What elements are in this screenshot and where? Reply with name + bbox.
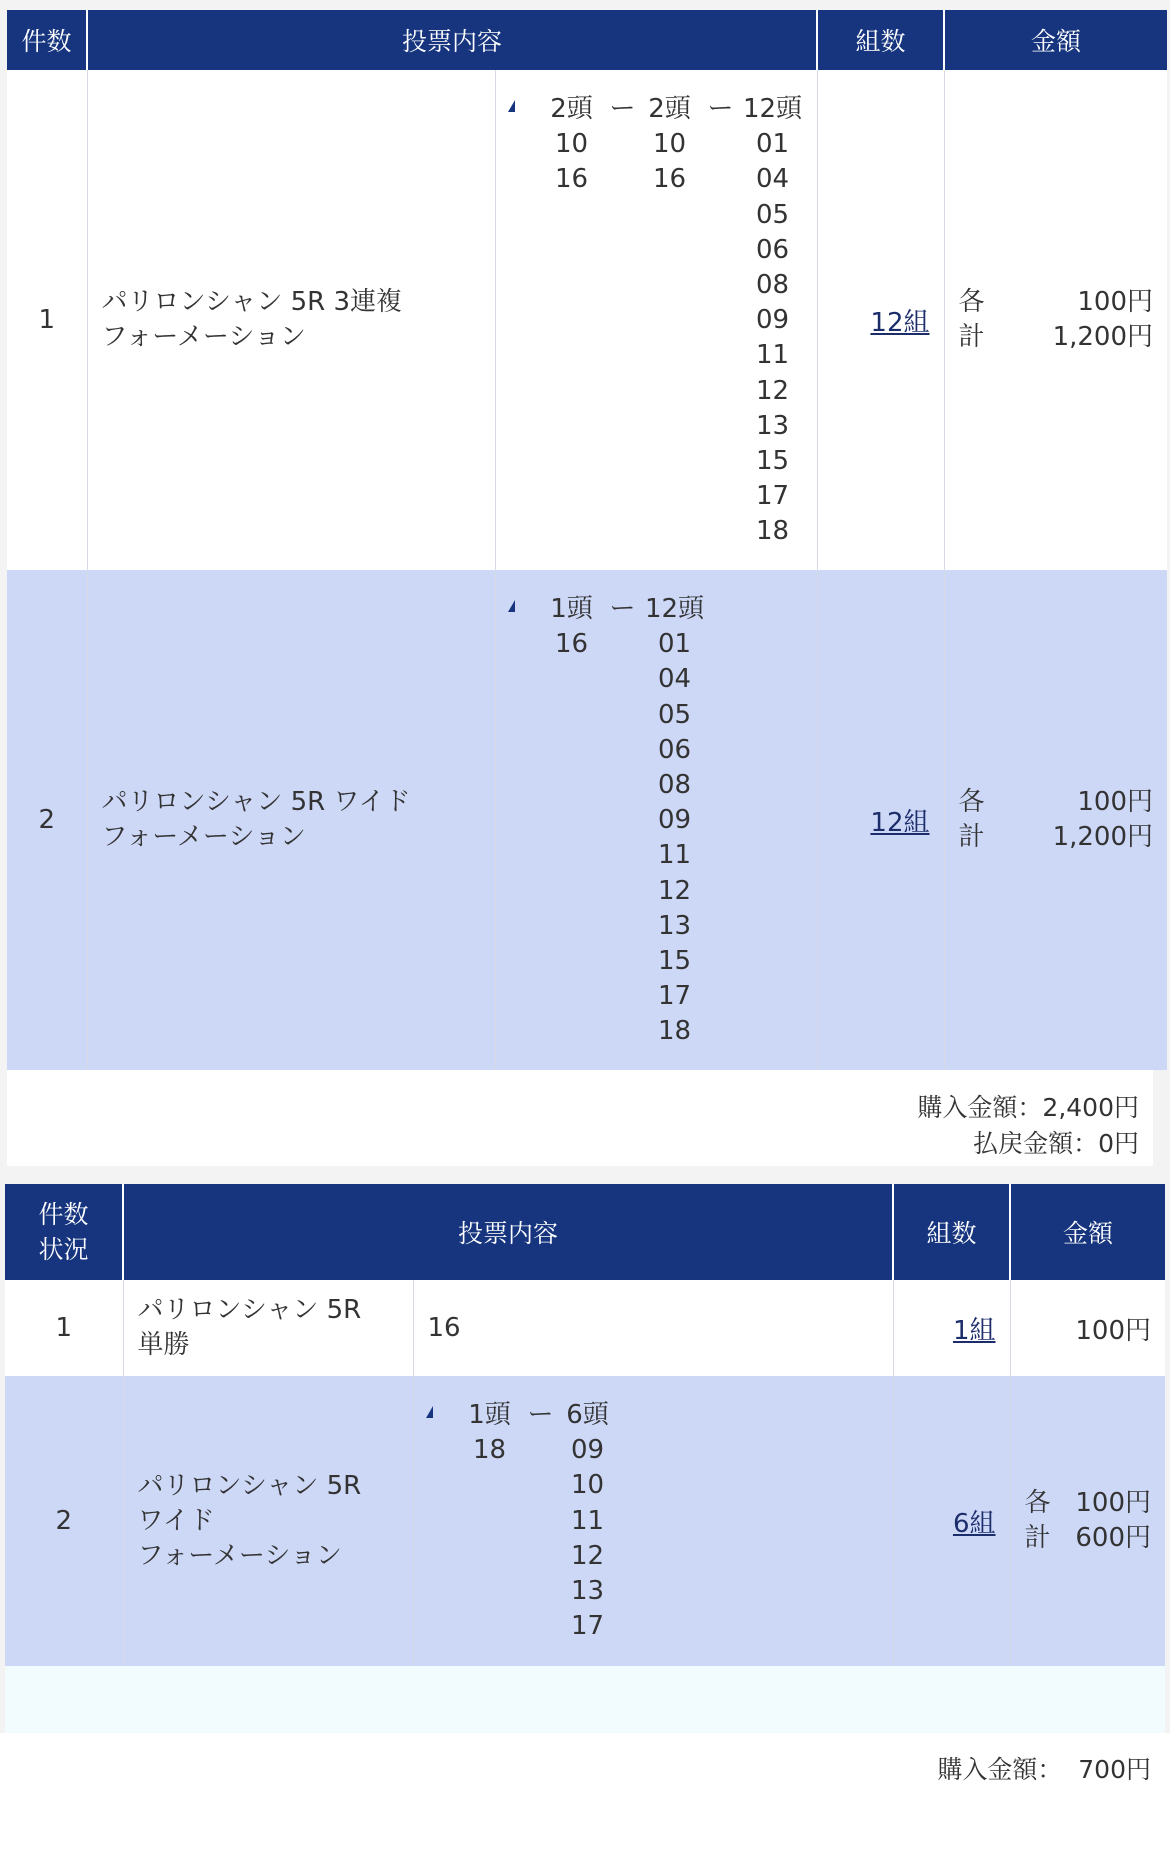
horse-number: 09 bbox=[657, 805, 692, 836]
horse-number: 04 bbox=[657, 664, 692, 695]
column-head: 12頭 bbox=[742, 94, 803, 124]
header-content: 投票内容 bbox=[87, 10, 817, 70]
each-label: 各 bbox=[958, 787, 985, 817]
horse-number: 11 bbox=[755, 340, 790, 371]
horse-number: 10 bbox=[652, 129, 687, 160]
bet-type: フォーメーション bbox=[101, 322, 306, 352]
amount-cell bbox=[944, 70, 1167, 570]
horse-number: 18 bbox=[657, 1016, 692, 1047]
column-head: 6頭 bbox=[566, 1400, 609, 1430]
bet-type: 単勝 bbox=[137, 1330, 190, 1360]
bet-table-2 bbox=[5, 1184, 1165, 1666]
horse-number: 18 bbox=[755, 516, 790, 547]
purchase-total: 購入金額：2,400円 bbox=[917, 1093, 1139, 1122]
horse-number: 12 bbox=[570, 1540, 605, 1571]
horse-number: 16 bbox=[554, 629, 589, 660]
column-head: 1頭 bbox=[550, 594, 593, 624]
amount-cell: 100円 bbox=[1010, 1280, 1165, 1376]
summary-box bbox=[7, 1070, 1153, 1166]
horse-number: 17 bbox=[657, 981, 692, 1012]
header-kumi: 組数 bbox=[817, 10, 944, 70]
bet-column bbox=[542, 92, 602, 198]
horse-number: 10 bbox=[554, 129, 589, 160]
header-count: 件数 bbox=[7, 10, 87, 70]
horse-number: 16 bbox=[652, 164, 687, 195]
bet-column bbox=[640, 92, 700, 198]
row-number: 2 bbox=[7, 570, 87, 1070]
row-number: 1 bbox=[7, 70, 87, 570]
bet-content bbox=[413, 1376, 893, 1666]
kumi-cell bbox=[893, 1280, 1010, 1376]
kumi-link[interactable]: 12組 bbox=[870, 307, 930, 338]
horse-number: 17 bbox=[570, 1611, 605, 1642]
each-amount-line bbox=[1025, 1486, 1152, 1521]
amount-cell bbox=[1010, 1376, 1165, 1666]
horse-number: 08 bbox=[755, 270, 790, 301]
total-amount-line bbox=[959, 320, 1154, 355]
bet-column bbox=[460, 1398, 520, 1468]
race-info bbox=[87, 70, 495, 570]
header-kumi: 組数 bbox=[893, 1184, 1010, 1280]
race-name: パリロンシャン 5R bbox=[137, 1295, 362, 1325]
horse-number: 11 bbox=[570, 1505, 605, 1536]
header-amount: 金額 bbox=[944, 10, 1167, 70]
column-head: 1頭 bbox=[468, 1400, 511, 1430]
total-label: 計 bbox=[958, 322, 985, 352]
kumi-cell bbox=[817, 570, 944, 1070]
column-head: 2頭 bbox=[550, 94, 593, 124]
horse-number: 13 bbox=[755, 410, 790, 441]
total-label: 計 bbox=[1024, 1523, 1051, 1553]
kumi-cell bbox=[817, 70, 944, 570]
each-label: 各 bbox=[958, 287, 985, 317]
table-row bbox=[5, 1280, 1165, 1376]
header-content: 投票内容 bbox=[123, 1184, 893, 1280]
race-info bbox=[123, 1376, 413, 1666]
horse-number: 06 bbox=[755, 234, 790, 265]
column-head: 12頭 bbox=[644, 594, 705, 624]
table-header bbox=[7, 10, 1167, 70]
bet-column bbox=[638, 592, 712, 1050]
each-label: 各 bbox=[1024, 1488, 1051, 1518]
purchase-total: 購入金額： 700円 bbox=[937, 1755, 1151, 1784]
kumi-link[interactable]: 1組 bbox=[952, 1315, 996, 1346]
header-amount: 金額 bbox=[1010, 1184, 1165, 1280]
header-count-status bbox=[5, 1184, 123, 1280]
bet-content bbox=[495, 70, 817, 570]
dash-separator: ー bbox=[609, 94, 636, 124]
each-amount-line bbox=[959, 785, 1154, 820]
table-row bbox=[5, 1376, 1165, 1666]
bet-column bbox=[542, 592, 602, 662]
race-name: パリロンシャン 5R 3連複 bbox=[101, 287, 403, 317]
race-info bbox=[123, 1280, 413, 1376]
race-name: パリロンシャン 5R ワイド bbox=[101, 787, 411, 817]
total-amount: 600円 bbox=[1075, 1523, 1152, 1553]
refund-total: 払戻金額：0円 bbox=[973, 1129, 1139, 1158]
each-amount: 100円 bbox=[1075, 1488, 1152, 1518]
bet-content bbox=[495, 570, 817, 1070]
horse-number: 01 bbox=[755, 129, 790, 160]
horse-number: 06 bbox=[657, 734, 692, 765]
horse-number: 05 bbox=[657, 699, 692, 730]
amount-cell bbox=[944, 570, 1167, 1070]
bet-table-1 bbox=[7, 10, 1167, 1070]
horse-number: 13 bbox=[657, 910, 692, 941]
triangle-icon bbox=[508, 100, 515, 112]
horse-number: 16 bbox=[554, 164, 589, 195]
row-number: 1 bbox=[5, 1280, 123, 1376]
horse-number: 09 bbox=[755, 305, 790, 336]
race-info bbox=[87, 570, 495, 1070]
table-header bbox=[5, 1184, 1165, 1280]
horse-number: 08 bbox=[657, 770, 692, 801]
header-count: 件数 bbox=[38, 1200, 89, 1229]
horse-number: 12 bbox=[657, 875, 692, 906]
each-amount: 100円 bbox=[1077, 787, 1154, 817]
kumi-cell bbox=[893, 1376, 1010, 1666]
horse-number: 15 bbox=[755, 446, 790, 477]
horse-number: 10 bbox=[570, 1470, 605, 1501]
horse-number: 01 bbox=[657, 629, 692, 660]
bet-type: フォーメーション bbox=[101, 822, 306, 852]
dash-separator: ー bbox=[527, 1400, 554, 1430]
bet-column bbox=[736, 92, 810, 550]
bet-type: フォーメーション bbox=[137, 1540, 342, 1571]
horse-number: 11 bbox=[657, 840, 692, 871]
horse-number: 09 bbox=[570, 1435, 605, 1466]
total-amount: 1,200円 bbox=[1052, 322, 1154, 352]
bet-column bbox=[558, 1398, 618, 1644]
row-number: 2 bbox=[5, 1376, 123, 1666]
kumi-link[interactable]: 6組 bbox=[952, 1508, 996, 1539]
triangle-icon bbox=[426, 1406, 433, 1418]
header-status: 状況 bbox=[38, 1235, 89, 1264]
race-name: パリロンシャン 5R bbox=[137, 1470, 362, 1501]
horse-number: 15 bbox=[657, 946, 692, 977]
total-amount: 1,200円 bbox=[1052, 822, 1154, 852]
horse-number: 13 bbox=[570, 1576, 605, 1607]
total-amount-line bbox=[1025, 1521, 1152, 1556]
horse-number: 05 bbox=[755, 199, 790, 230]
horse-number: 16 bbox=[413, 1280, 893, 1376]
triangle-icon bbox=[508, 600, 515, 612]
table-row bbox=[7, 570, 1167, 1070]
total-label: 計 bbox=[958, 822, 985, 852]
horse-number: 17 bbox=[755, 481, 790, 512]
summary-box-2 bbox=[5, 1666, 1165, 1784]
each-amount: 100円 bbox=[1077, 287, 1154, 317]
column-head: 2頭 bbox=[648, 94, 691, 124]
kumi-link[interactable]: 12組 bbox=[870, 807, 930, 838]
horse-number: 18 bbox=[472, 1435, 507, 1466]
bet-kind: ワイド bbox=[137, 1505, 215, 1536]
total-amount-line bbox=[959, 820, 1154, 855]
horse-number: 12 bbox=[755, 375, 790, 406]
dash-separator: ー bbox=[707, 94, 734, 124]
dash-separator: ー bbox=[609, 594, 636, 624]
each-amount-line bbox=[959, 285, 1154, 320]
horse-number: 04 bbox=[755, 164, 790, 195]
table-row bbox=[7, 70, 1167, 570]
